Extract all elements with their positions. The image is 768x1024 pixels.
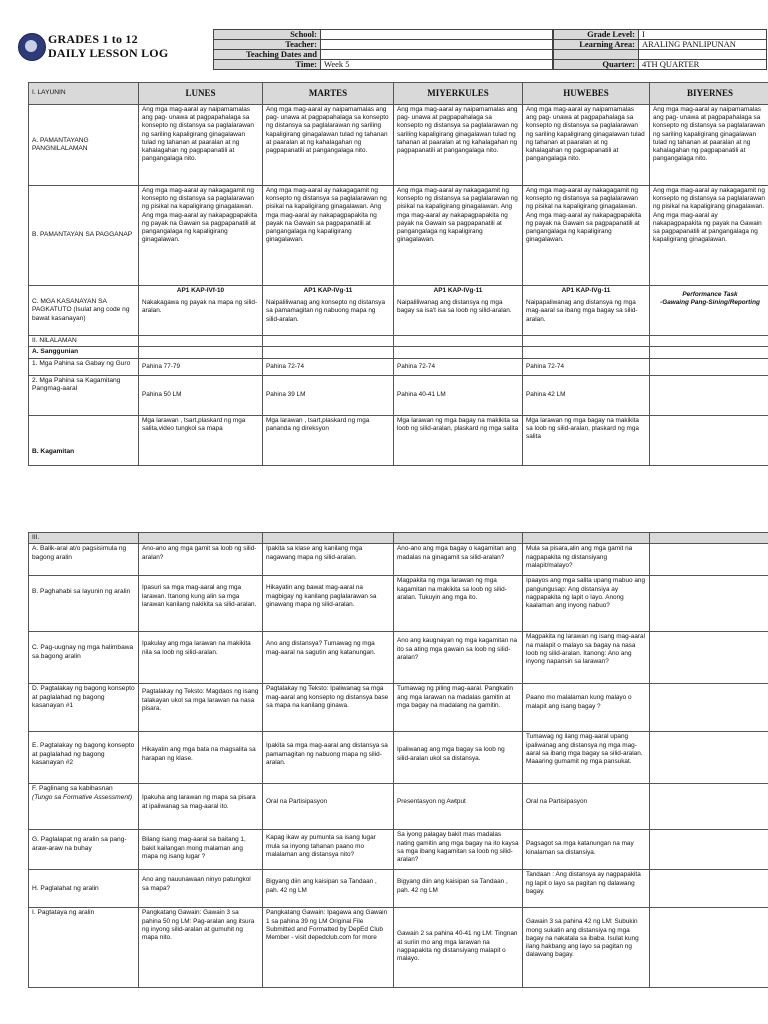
gabay-page-cell: Pahina 77-79 bbox=[139, 358, 263, 375]
competency-code: AP1 KAP-IVg-11 bbox=[303, 287, 353, 294]
day-header-lunes: LUNES bbox=[139, 83, 263, 105]
teacher-value bbox=[321, 40, 553, 50]
competency-code: AP1 KAP-IVf-10 bbox=[176, 287, 225, 294]
nilalaman-label: II. NILALAMAN bbox=[29, 336, 139, 347]
procedure-cell: Kapag ikaw ay pumunta sa isang lugar mula sa inyong tahanan paano mo malalaman ang distansya nito? bbox=[263, 830, 394, 870]
gabay-guro-label: 1. Mga Pahina sa Gabay ng Guro bbox=[29, 358, 139, 375]
dates-label-line1: Teaching Dates and bbox=[214, 50, 321, 60]
gabay-page-cell: Pahina 72-74 bbox=[523, 358, 650, 375]
procedure-cell: Ipakuha ang larawan ng mapa sa pisara at ipaliwanag sa mag-aaral ito. bbox=[139, 784, 263, 830]
materials-cell: Mga larawan ng mga bagay na makikita sa loob ng silid-aralan, plaskard ng mga salita bbox=[394, 415, 523, 465]
kasanayan-label: C. MGA KASANAYAN SA PAGKATUTO (Isulat ang code ng bawat kasanayan) bbox=[29, 286, 139, 336]
performance-standard-cell: Ang mga mag-aaral ay nakagagamit ng konsepto ng distansya sa paglalarawan ng pisikal na kapaligirang ginagalawan. Ang mga mag-aaral ay nakapagpapakita ng payak na Gawain sa pagpapanatili at pangangalaga ng kapaligirang ginagalawan. bbox=[263, 186, 394, 286]
pamantayang-pangnilalaman-label: A. PAMANTAYANG PANGNILALAMAN bbox=[29, 105, 139, 186]
materials-cell: Mga larawan ng mga bagay na makikita sa loob ng silid-aralan, plaskard ng mga salita bbox=[523, 415, 650, 465]
procedure-cell bbox=[650, 544, 768, 576]
procedure-cell bbox=[650, 732, 768, 784]
kagamitan-label: B. Kagamitan bbox=[29, 415, 139, 465]
procedure-cell: Presentasyon ng Awtput bbox=[394, 784, 523, 830]
procedure-cell: Hikayatin ang mga bata na magsalita sa harapan ng klase. bbox=[139, 732, 263, 784]
pamamaraan-heading: III. bbox=[29, 533, 139, 544]
area-label: Learning Area: bbox=[554, 40, 639, 50]
performance-standard-cell: Ang mga mag-aaral ay nakagagamit ng konsepto ng distansya sa paglalarawan ng pisikal na kapaligirang ginagalawan. Ang mga mag-aaral ay nakapagpapakita ng payak na Gawain sa pagpapanatili at pangangalaga ng kapaligirang ginagalawan. bbox=[139, 186, 263, 286]
area-value: ARALING PANLIPUNAN bbox=[639, 40, 767, 50]
content-standard-cell: Ang mga mag-aaral ay naipamamalas ang pag- unawa at pagpapahalaga sa konsepto ng distansya sa paglalarawan ng sariling kapaligirang ginagalawan tulad ng tahanan at paaralan at ng kahalagahan ng pagpapanatili at pangangalaga nito. bbox=[139, 105, 263, 186]
competency-text: Nakakagawa ng payak na mapa ng silid-aralan. bbox=[142, 299, 258, 315]
grade-value: I bbox=[639, 30, 767, 40]
competency-cell bbox=[523, 286, 650, 336]
dates-label-line2: Time: bbox=[214, 60, 321, 70]
procedure-cell: Magpakita ng larawan ng isang mag-aaral na malapit o malayo sa bagay na nasa loob ng silid-aralan. Itanong: Ano ang inyong napansin sa larawan? bbox=[523, 632, 650, 684]
performance-standard-cell: Ang mga mag-aaral ay nakagagamit ng konsepto ng distansya sa paglalarawan ng pisikal na kapaligirang ginagalawan. Ang mga mag-aaral ay nakapagpapakita ng payak na Gawain sa pagpapanatili at pangangalaga ng kapaligirang ginagalawan. bbox=[650, 186, 768, 286]
competency-text: Naipapaliwanag ang distansya ng mga mag-aaral sa ibang mga bagay sa silid-aralan. bbox=[526, 299, 638, 323]
school-value bbox=[321, 30, 553, 40]
competency-cell bbox=[394, 286, 523, 336]
procedure-cell: Ipakita sa mga mag-aaral ang distansya sa pamamagitan ng nabuong mapa ng silid-aralan. bbox=[263, 732, 394, 784]
procedure-cell: Tandaan : Ang distansya ay nagpapakita ng lapit o layo sa pagitan ng dalawang bagay. bbox=[523, 870, 650, 908]
grade-label: Grade Level: bbox=[554, 30, 639, 40]
competency-text: Naipaliliwanag ang konsepto ng distansya sa pamamagitan ng nabuong mapa ng silid-aralan. bbox=[266, 299, 386, 323]
procedure-cell bbox=[650, 870, 768, 908]
procedure-cell: Tumawag ng piling mag-aaral. Pangkatin ang mga larawan na madalas gamitin at mga bagay na madalang na gamitin. bbox=[394, 684, 523, 732]
dates-value: Week 5 bbox=[321, 60, 553, 70]
procedure-cell: Bigyang diin ang kaisipan sa Tandaan , pah. 42 ng LM bbox=[263, 870, 394, 908]
grade-info-table bbox=[553, 29, 767, 70]
lm-page-cell: Pahina 40-41 LM bbox=[394, 375, 523, 415]
procedure-cell: Gawain 2 sa pahina 40-41 ng LM: Tingnan at suriin mo ang mga larawan na nagpapakita ng distansiyang malapit o malayo. bbox=[394, 908, 523, 988]
performance-standard-cell: Ang mga mag-aaral ay nakagagamit ng konsepto ng distansya sa paglalarawan ng pisikal na kapaligirang ginagalawan. Ang mga mag-aaral ay nakapagpapakita ng payak na Gawain sa pagpapanatili at pangangalaga ng kapaligirang ginagalawan. bbox=[523, 186, 650, 286]
content-standard-cell: Ang mga mag-aaral ay naipamamalas ang pag- unawa at pagpapahalaga sa konsepto ng distansya sa paglalarawan ng sariling kapaligirang ginagalawan tulad ng tahanan at paaralan at ng kahalagahan ng pagpapanatili at pangangalaga nito. bbox=[263, 105, 394, 186]
procedure-label-e: E. Pagtalakay ng bagong konsepto at paglalahad ng bagong kasanayan #2 bbox=[29, 732, 139, 784]
performance-standard-cell: Ang mga mag-aaral ay nakagagamit ng konsepto ng distansya sa paglalarawan ng pisikal na kapaligirang ginagalawan. Ang mga mag-aaral ay nakapagpapakita ng payak na Gawain sa pagpapanatili at pangangalaga ng kapaligirang ginagalawan. bbox=[394, 186, 523, 286]
procedure-cell bbox=[650, 632, 768, 684]
procedure-cell: Pangkatang Gawain: Gawain 3 sa pahina 50 ng LM: Pag-aralan ang itsura ng inyong silid-aralan at gumuhit ng mapa nito. bbox=[139, 908, 263, 988]
procedure-label-f bbox=[29, 784, 139, 830]
quarter-value: 4TH QUARTER bbox=[639, 60, 767, 70]
procedure-cell bbox=[650, 576, 768, 632]
gabay-page-cell: Pahina 72-74 bbox=[394, 358, 523, 375]
day-header-miyerkules: MIYERKULES bbox=[394, 83, 523, 105]
competency-cell bbox=[263, 286, 394, 336]
formative-assessment-note: (Tungo sa Formative Assessment) bbox=[32, 793, 133, 801]
quarter-label: Quarter: bbox=[554, 60, 639, 70]
procedure-cell: Oral na Partisipasyon bbox=[523, 784, 650, 830]
procedure-label-i: I. Pagtataya ng aralin bbox=[29, 908, 139, 988]
competency-code: AP1 KAP-IVg-11 bbox=[561, 287, 611, 294]
procedure-cell bbox=[650, 830, 768, 870]
procedure-cell: Bilang isang mag-aaral sa baitang 1, bakit kailangan mong malaman ang mapa ng isang lugar ? bbox=[139, 830, 263, 870]
gabay-page-cell: Pahina 72-74 bbox=[263, 358, 394, 375]
content-standard-cell: Ang mga mag-aaral ay naipamamalas ang pag- unawa at pagpapahalaga sa konsepto ng distansya sa paglalarawan ng sariling kapaligirang ginagalawan tulad ng tahanan at paaralan at ng kahalagahan ng pagpapanatili at pangangalaga nito. bbox=[650, 105, 768, 186]
content-standard-cell: Ang mga mag-aaral ay naipamamalas ang pag- unawa at pagpapahalaga sa konsepto ng distansya sa paglalarawan ng sariling kapaligirang ginagalawan tulad ng tahanan at paaralan at ng kahalagahan ng pagpapanatili at pangangalaga nito. bbox=[394, 105, 523, 186]
procedure-label-c: C. Pag-uugnay ng mga halimbawa sa bagong aralin bbox=[29, 632, 139, 684]
paglinang-label: F. Paglinang sa kabihasnan bbox=[32, 785, 113, 793]
lm-page-cell: Pahina 39 LM bbox=[263, 375, 394, 415]
lm-page-cell: Pahina 42 LM bbox=[523, 375, 650, 415]
layunin-heading: I. LAYUNIN bbox=[29, 83, 139, 105]
competency-cell bbox=[650, 286, 768, 336]
procedure-cell: Pagsagot sa mga katanungan na may kinalaman sa distansiya. bbox=[523, 830, 650, 870]
procedure-cell: Ano-ano ang mga bagay o kagamitan ang madalas na ginagamit sa silid-aralan? bbox=[394, 544, 523, 576]
procedure-label-a: A. Balik-aral at/o pagsisimula ng bagong aralin bbox=[29, 544, 139, 576]
procedure-cell: Mula sa pisara,alin ang mga gamit na nagpapakita ng distansiyang malapit/malayo? bbox=[523, 544, 650, 576]
procedure-cell: Bigyang diin ang kaisipan sa Tandaan , pah. 42 ng LM bbox=[394, 870, 523, 908]
procedure-cell: Magpakita ng mga larawan ng mga kagamitan na makikita sa loob ng silid-aralan. Tukuyin ang mga ito. bbox=[394, 576, 523, 632]
content-standard-cell: Ang mga mag-aaral ay naipamamalas ang pag- unawa at pagpapahalaga sa konsepto ng distansya sa paglalarawan ng sariling kapaligirang ginagalawan tulad ng tahanan at paaralan at ng kahalagahan ng pagpapanatili at pangangalaga nito. bbox=[523, 105, 650, 186]
procedure-cell: Ipaliwanag ang mga bagay sa loob ng silid-aralan ukol sa distansya. bbox=[394, 732, 523, 784]
procedure-cell bbox=[650, 684, 768, 732]
procedure-cell bbox=[650, 908, 768, 988]
performance-task-title: Performance Task bbox=[682, 291, 738, 298]
lm-page-cell: Pahina 50 LM bbox=[139, 375, 263, 415]
procedure-label-h: H. Paglalahat ng aralin bbox=[29, 870, 139, 908]
competency-text: Naipaliliwanag ang distansya ng mga bagay sa isa't isa sa loob ng silid-aralan. bbox=[397, 299, 512, 315]
doc-title-line1: GRADES 1 to 12 bbox=[48, 32, 138, 46]
procedure-cell: Ipakulay ang mga larawan na makikita nila sa loob ng silid-aralan. bbox=[139, 632, 263, 684]
procedure-label-b: B. Paghahabi sa layunin ng aralin bbox=[29, 576, 139, 632]
procedure-label-d: D. Pagtalakay ng bagong konsepto at paglalahad ng bagong kasanayan #1 bbox=[29, 684, 139, 732]
procedure-cell: Ano ang nauunawaan ninyo patungkol sa mapa? bbox=[139, 870, 263, 908]
procedure-cell: Ipaayos ang mga salita upang mabuo ang pangungusap: Ang distansiya ay nagpapakita ng lapit o layo. Anong kaalaman ang inyong nabuo? bbox=[523, 576, 650, 632]
procedure-cell: Ano-ano ang mga gamit sa loob ng silid-aralan? bbox=[139, 544, 263, 576]
procedure-cell: Ano ang distansya? Tumawag ng mga mag-aaral na sagutin ang katanungan. bbox=[263, 632, 394, 684]
competency-code: AP1 KAP-IVg-11 bbox=[433, 287, 483, 294]
procedure-cell: Gawain 3 sa pahina 42 ng LM: Subukin mong sukatin ang distansiya ng mga bagay na nakatala sa ibaba. Isulat kung ilang hakbang ang layo sa pagitan ng dalawang bagay. bbox=[523, 908, 650, 988]
day-header-huwebes: HUWEBES bbox=[523, 83, 650, 105]
day-header-biyernes: BIYERNES bbox=[650, 83, 768, 105]
materials-cell: Mga larawan , tsart,plaskard ng mga salita,video tungkol sa mapa bbox=[139, 415, 263, 465]
procedure-cell: Ano ang kaugnayan ng mga kagamitan na ito sa ating mga gawain sa loob ng silid-aralan? bbox=[394, 632, 523, 684]
objectives-table bbox=[28, 82, 768, 466]
procedure-cell: Tumawag ng ilang mag-aaral upang ipaliwanag ang distansya ng mga mag-aaral sa ibang mga bagay sa silid-aralan. Maaaring gumamit ng mga pansukat. bbox=[523, 732, 650, 784]
sanggunian-label: A. Sanggunian bbox=[29, 347, 139, 358]
materials-cell: Mga larawan , tsart,plaskard ng mga pananda ng direksyon bbox=[263, 415, 394, 465]
procedure-cell: Pangkatang Gawain: Ipagawa ang Gawain 1 sa pahina 39 ng LM Original File Submitted and Formatted by DepEd Club Member - visit depedclub.com for more bbox=[263, 908, 394, 988]
procedure-cell: Hikayatin ang bawat mag-aaral na magbigay ng kanilang paglalarawan sa ginawang mapa ng silid-aralan. bbox=[263, 576, 394, 632]
kagamitang-mag-aaral-label: 2. Mga Pahina sa Kagamitang Pangmag-aaral bbox=[29, 375, 139, 415]
performance-task-subtitle: -Gawaing Pang-Sining/Reporting bbox=[660, 299, 760, 307]
procedure-cell: Pagtalakay ng Teksto: Magdaos ng isang talakayan ukol sa mga larawan na nasa pisara. bbox=[139, 684, 263, 732]
procedures-table bbox=[28, 532, 768, 988]
deped-seal-icon bbox=[18, 33, 46, 61]
procedure-label-g: G. Paglalapat ng aralin sa pang-araw-araw na buhay bbox=[29, 830, 139, 870]
school-info-table bbox=[213, 29, 553, 70]
procedure-cell: Oral na Partisipasyon bbox=[263, 784, 394, 830]
procedure-cell bbox=[650, 784, 768, 830]
procedure-cell: Ipasuri sa mga mag-aaral ang mga larawan. Itanong kung alin sa mga larawan kanilang nakikita sa silid-aralan. bbox=[139, 576, 263, 632]
procedure-cell: Pagtalakay ng Teksto: Ipaliwanag sa mga mag-aaral ang konsepto ng distansya base sa mapa na kanilang ginawa. bbox=[263, 684, 394, 732]
doc-title-line2: DAILY LESSON LOG bbox=[48, 46, 169, 60]
school-label: School: bbox=[214, 30, 321, 40]
teacher-label: Teacher: bbox=[214, 40, 321, 50]
day-header-martes: MARTES bbox=[263, 83, 394, 105]
procedure-cell: Paano mo malalaman kung malayo o malapit ang isang bagay ? bbox=[523, 684, 650, 732]
procedure-cell: Ipakita sa klase ang kanilang mga nagawang mapa ng silid-aralan. bbox=[263, 544, 394, 576]
pamantayan-sa-pagganap-label: B. PAMANTAYAN SA PAGGANAP bbox=[29, 186, 139, 286]
procedure-cell: Sa iyong palagay bakit mas madalas nating gamitin ang mga bagay na ito kaysa sa mga ibang kagamitan sa loob ng silid-aralan? bbox=[394, 830, 523, 870]
competency-cell bbox=[139, 286, 263, 336]
